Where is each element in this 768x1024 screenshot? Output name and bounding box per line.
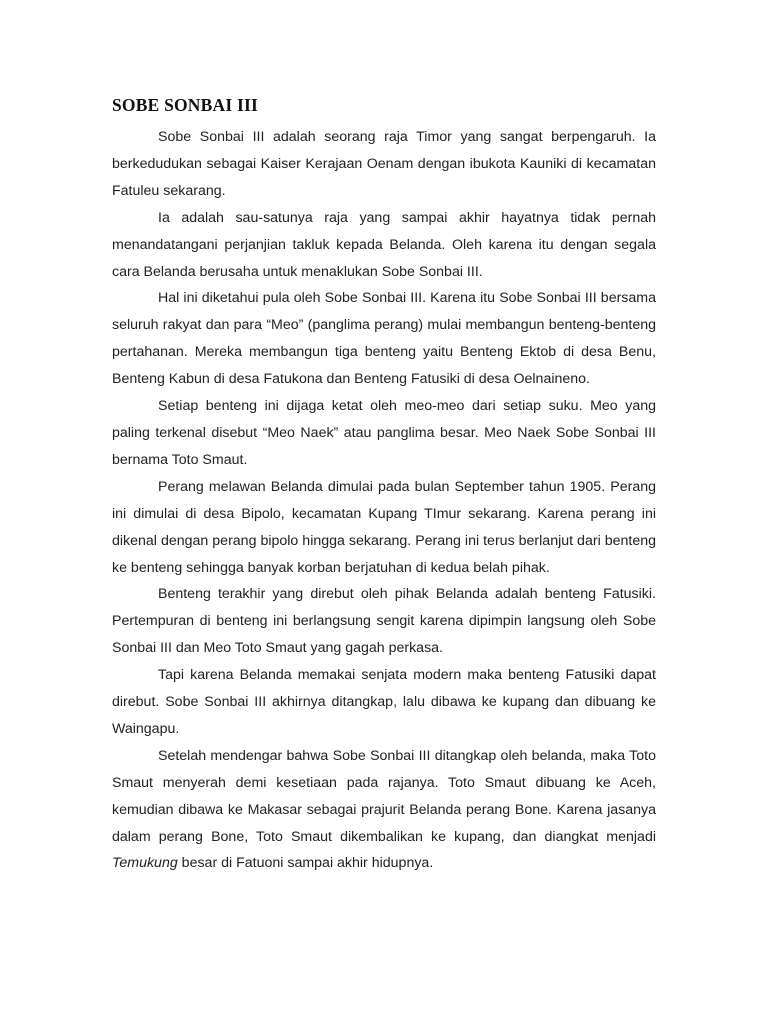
paragraph-8-italic-term: Temukung [112,855,178,872]
document-title: SOBE SONBAI III [112,95,258,115]
paragraph-7: Tapi karena Belanda memakai senjata modern maka benteng Fatusiki dapat direbut. Sobe Sonbai III akhirnya ditangkap, lalu dibawa ke kupang dan dibuang ke Waingapu. [112,667,656,737]
paragraph-3: Hal ini diketahui pula oleh Sobe Sonbai III. Karena itu Sobe Sonbai III bersama seluruh rakyat dan para “Meo” (panglima perang) mulai membangun benteng-benteng pertahanan. Mereka membangun tiga benteng yaitu Benteng Ektob di desa Benu, Benteng Kabun di desa Fatukona dan Benteng Fatusiki di desa Oelnaineno. [112,290,656,388]
paragraph-6: Benteng terakhir yang direbut oleh pihak Belanda adalah benteng Fatusiki. Pertempuran di benteng ini berlangsung sengit karena dipimpin langsung oleh Sobe Sonbai III dan Meo Toto Smaut yang gagah perkasa. [112,586,656,657]
paragraph-8-text-after: besar di Fatuoni sampai akhir hidupnya. [177,855,434,872]
paragraph-2: Ia adalah sau-satunya raja yang sampai akhir hayatnya tidak pernah menandatangani perjanjian takluk kepada Belanda. Oleh karena itu dengan segala cara Belanda berusaha untuk menaklukan Sobe Sonbai III. [112,209,656,280]
paragraph-5: Perang melawan Belanda dimulai pada bulan September tahun 1905. Perang ini dimulai di desa Bipolo, kecamatan Kupang TImur sekarang. Karena perang ini dikenal dengan perang bipolo hingga sekarang. Perang ini terus berlanjut dari benteng ke benteng sehingga banyak korban berjatuhan di kedua belah pihak. [112,478,656,576]
paragraph-1: Sobe Sonbai III adalah seorang raja Timor yang sangat berpengaruh. Ia berkedudukan sebagai Kaiser Kerajaan Oenam dengan ibukota Kauniki di kecamatan Fatuleu sekarang. [112,129,656,199]
paragraph-4: Setiap benteng ini dijaga ketat oleh meo-meo dari setiap suku. Meo yang paling terkenal disebut “Meo Naek” atau panglima besar. Meo Naek Sobe Sonbai III bernama Toto Smaut. [112,398,656,468]
document-body [112,124,656,877]
paragraph-8 [112,743,656,878]
paragraph-8-text-before: Setelah mendengar bahwa Sobe Sonbai III ditangkap oleh belanda, maka Toto Smaut menyerah demi kesetiaan pada rajanya. Toto Smaut dibuang ke Aceh, kemudian dibawa ke Makasar sebagai prajurit Belanda perang Bone. Karena jasanya dalam perang Bone, Toto Smaut dikembalikan ke kupang, dan diangkat menjadi [112,747,656,845]
